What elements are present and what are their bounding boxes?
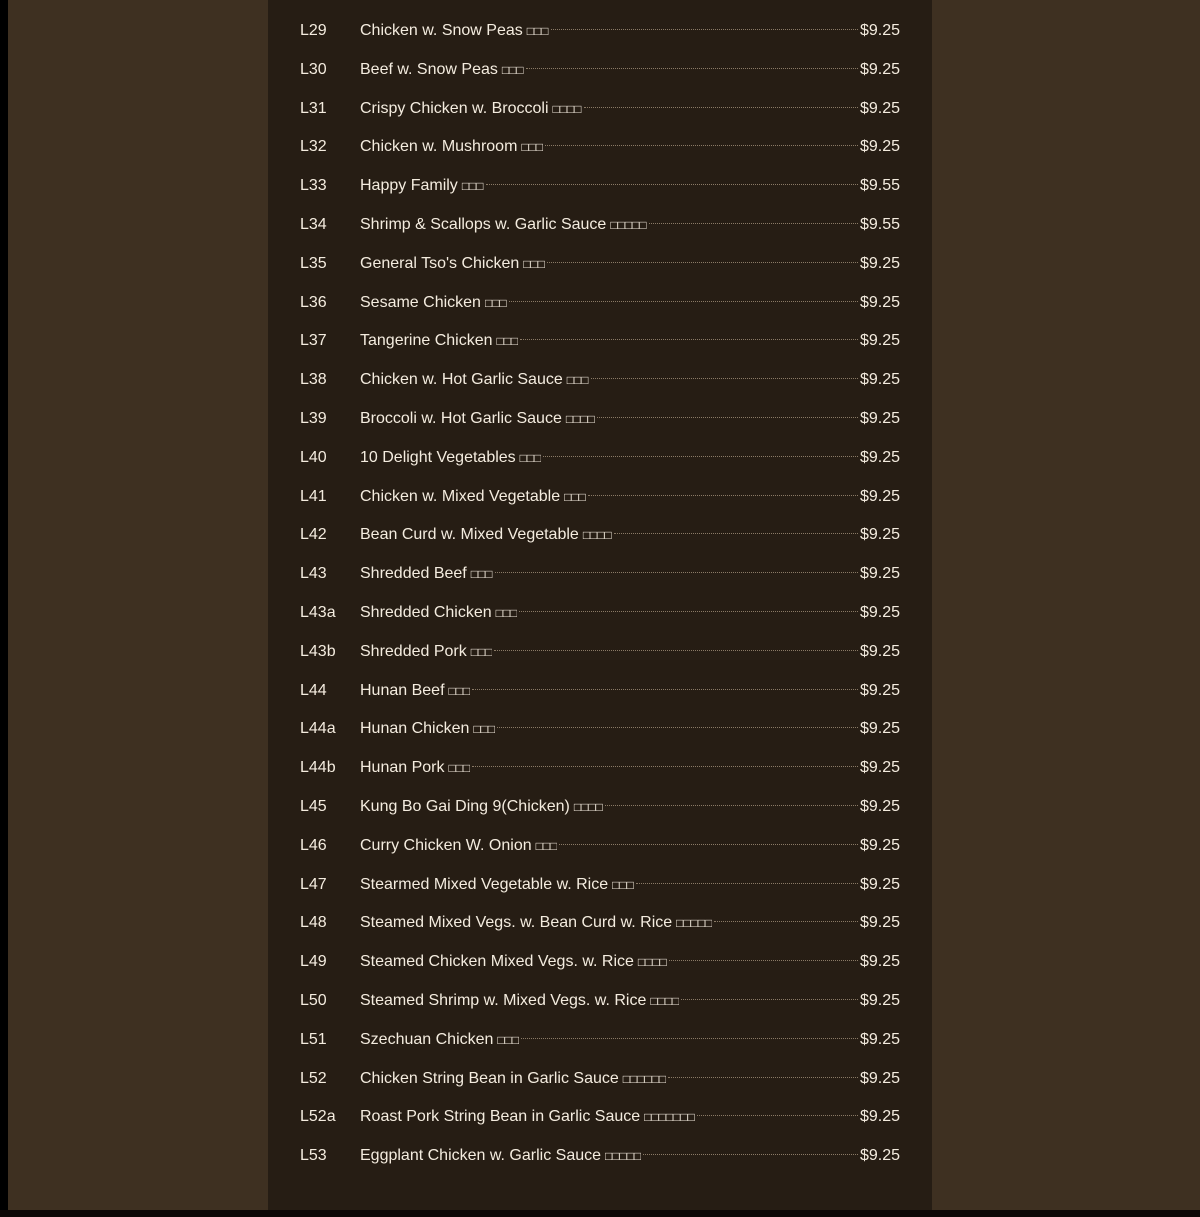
menu-item-chinese-name: □□□□□ xyxy=(605,1149,642,1164)
menu-item-chinese-name: □□□□□ xyxy=(610,217,647,232)
menu-item-price: $9.25 xyxy=(859,254,900,272)
menu-item-code: L53 xyxy=(300,1147,327,1165)
menu-item-name-group xyxy=(360,749,470,788)
menu-item xyxy=(300,943,900,982)
menu-item-chinese-name: □□□ xyxy=(519,450,542,465)
menu-item-price: $9.25 xyxy=(859,759,900,777)
menu-item-name-group xyxy=(360,594,517,633)
menu-item-name: Curry Chicken W. Onion xyxy=(360,836,532,854)
menu-item-name-group xyxy=(360,710,495,749)
menu-item-price: $9.25 xyxy=(859,60,900,78)
menu-item-chinese-name: □□□ xyxy=(612,877,634,892)
dotted-leader xyxy=(472,766,858,767)
menu-item-name-group xyxy=(360,788,603,827)
dotted-leader xyxy=(551,29,858,30)
menu-item-name-group xyxy=(360,943,667,982)
menu-item xyxy=(300,1098,900,1137)
menu-item-code: L32 xyxy=(300,138,327,156)
menu-item-chinese-name: □□□□ xyxy=(650,993,680,1008)
dotted-leader xyxy=(559,844,858,845)
menu-item-code: L52a xyxy=(300,1108,336,1126)
menu-item-code: L44b xyxy=(300,759,336,777)
menu-item-name: Sesame Chicken xyxy=(360,293,481,311)
menu-item xyxy=(300,361,900,400)
dotted-leader xyxy=(526,68,858,69)
menu-item xyxy=(300,866,900,905)
menu-item-name-group xyxy=(360,1021,519,1060)
menu-item xyxy=(300,206,900,245)
menu-item-price: $9.25 xyxy=(859,409,900,427)
menu-item-chinese-name: □□□ xyxy=(526,24,549,38)
menu-item-price: $9.25 xyxy=(859,332,900,350)
menu-item-name: Shredded Chicken xyxy=(360,603,492,621)
dotted-leader xyxy=(509,301,858,302)
menu-item-code: L44a xyxy=(300,720,336,738)
menu-item-name-group xyxy=(360,361,589,400)
menu-item-price: $9.25 xyxy=(859,448,900,466)
menu-item xyxy=(300,982,900,1021)
menu-item-chinese-name: □□□ xyxy=(448,683,471,698)
menu-item-name: Eggplant Chicken w. Garlic Sauce xyxy=(360,1147,602,1165)
menu-item-price: $9.25 xyxy=(859,875,900,893)
menu-item-name-group xyxy=(360,167,484,206)
menu-item-name-group xyxy=(360,1060,666,1099)
menu-item-chinese-name: □□□ xyxy=(501,62,524,77)
menu-item-chinese-name: □□□ xyxy=(523,256,546,271)
dotted-leader xyxy=(497,727,858,728)
menu-item-code: L51 xyxy=(300,1030,327,1048)
menu-item-chinese-name: □□□ xyxy=(461,179,484,194)
menu-item-name: Shrimp & Scallops w. Garlic Sauce xyxy=(360,215,607,233)
dotted-leader xyxy=(547,262,858,263)
menu-item-price: $9.25 xyxy=(859,1108,900,1126)
dotted-leader xyxy=(472,689,858,690)
menu-item-name-group xyxy=(360,128,543,167)
menu-item-name-group xyxy=(360,284,507,323)
menu-item-price: $9.55 xyxy=(859,215,900,233)
menu-item xyxy=(300,594,900,633)
menu-item-name-group xyxy=(360,245,545,284)
menu-item-price: $9.25 xyxy=(859,371,900,389)
menu-item xyxy=(300,827,900,866)
menu-item-name-group xyxy=(360,866,634,905)
menu-item-name: Shredded Beef xyxy=(360,565,467,583)
menu-item-chinese-name: □□□ xyxy=(497,1032,520,1047)
menu-item-name: 10 Delight Vegetables xyxy=(360,448,516,466)
menu-item-name: Chicken w. Snow Peas xyxy=(360,22,523,39)
menu-item-price: $9.25 xyxy=(859,991,900,1009)
menu-item-name: Hunan Beef xyxy=(360,681,445,699)
menu-item xyxy=(300,516,900,555)
menu-item-price: $9.25 xyxy=(859,953,900,971)
menu-item-price: $9.55 xyxy=(859,177,900,195)
menu-item-chinese-name: □□□□□□□ xyxy=(644,1110,695,1125)
dotted-leader xyxy=(545,145,858,146)
menu-item-chinese-name: □□□ xyxy=(470,644,493,659)
menu-item xyxy=(300,478,900,517)
menu-item-name-group xyxy=(360,555,493,594)
dotted-leader xyxy=(714,921,858,922)
menu-item-name: Steamed Shrimp w. Mixed Vegs. w. Rice xyxy=(360,991,647,1009)
menu-item-price: $9.25 xyxy=(859,1030,900,1048)
menu-item-name: Steamed Mixed Vegs. w. Bean Curd w. Rice xyxy=(360,914,673,932)
menu-item-chinese-name: □□□ xyxy=(535,838,558,853)
menu-item-code: L35 xyxy=(300,254,327,272)
menu-list xyxy=(300,12,900,1176)
dotted-leader xyxy=(649,223,858,224)
menu-item-name-group xyxy=(360,478,586,517)
menu-item xyxy=(300,710,900,749)
menu-item-price: $9.25 xyxy=(859,138,900,156)
menu-item-name: Broccoli w. Hot Garlic Sauce xyxy=(360,409,562,427)
menu-item-name: Hunan Pork xyxy=(360,759,445,777)
menu-item-name: General Tso's Chicken xyxy=(360,254,520,272)
menu-item-code: L50 xyxy=(300,991,327,1009)
dotted-leader xyxy=(588,495,858,496)
menu-item-name: Tangerine Chicken xyxy=(360,332,493,350)
menu-item-name-group xyxy=(360,672,470,711)
menu-item xyxy=(300,749,900,788)
menu-item-code: L43a xyxy=(300,603,336,621)
dotted-leader xyxy=(643,1154,858,1155)
menu-item-chinese-name: □□□ xyxy=(521,140,544,155)
menu-item xyxy=(300,1137,900,1176)
menu-item-name: Chicken String Bean in Garlic Sauce xyxy=(360,1069,619,1087)
menu-item-name-group xyxy=(360,516,612,555)
menu-item-code: L43 xyxy=(300,565,327,583)
bottom-edge xyxy=(0,1210,1200,1217)
menu-item xyxy=(300,90,900,129)
menu-item-name-group xyxy=(360,982,679,1021)
menu-item-price: $9.25 xyxy=(859,836,900,854)
menu-item xyxy=(300,322,900,361)
menu-item-chinese-name: □□□□ xyxy=(582,528,612,543)
menu-item-name: Hunan Chicken xyxy=(360,720,470,738)
menu-item-chinese-name: □□□ xyxy=(484,295,507,310)
menu-item-name-group xyxy=(360,206,647,245)
menu-item-price: $9.25 xyxy=(859,720,900,738)
menu-item-code: L48 xyxy=(300,914,327,932)
menu-item-code: L40 xyxy=(300,448,327,466)
menu-item-name: Chicken w. Hot Garlic Sauce xyxy=(360,371,563,389)
menu-item-code: L49 xyxy=(300,953,327,971)
menu-item-price: $9.25 xyxy=(859,526,900,544)
menu-item-price: $9.25 xyxy=(859,1147,900,1165)
menu-item-chinese-name: □□□ xyxy=(566,373,589,388)
dotted-leader xyxy=(605,805,858,806)
menu-item-code: L33 xyxy=(300,177,327,195)
menu-item-name: Chicken w. Mushroom xyxy=(360,138,518,156)
dotted-leader xyxy=(591,378,858,379)
menu-item-name-group xyxy=(360,90,582,129)
menu-item-name-group xyxy=(360,827,557,866)
menu-item-code: L47 xyxy=(300,875,327,893)
menu-item-price: $9.25 xyxy=(859,99,900,117)
dotted-leader xyxy=(614,533,858,534)
menu-item xyxy=(300,51,900,90)
menu-item-chinese-name: □□□□ xyxy=(637,955,667,970)
menu-item-price: $9.25 xyxy=(859,487,900,505)
menu-item-price: $9.25 xyxy=(859,22,900,39)
menu-item-name-group xyxy=(360,51,524,90)
menu-item-chinese-name: □□□□ xyxy=(552,101,582,116)
menu-item-name: Kung Bo Gai Ding 9(Chicken) xyxy=(360,797,570,815)
menu-item-chinese-name: □□□□□□ xyxy=(622,1071,667,1086)
menu-item-name-group xyxy=(360,322,518,361)
menu-item-code: L43b xyxy=(300,642,336,660)
menu-item-name-group xyxy=(360,12,549,51)
dotted-leader xyxy=(543,456,858,457)
menu-item-chinese-name: □□□□ xyxy=(565,411,595,426)
menu-item-name-group xyxy=(360,1137,641,1176)
menu-item-code: L38 xyxy=(300,371,327,389)
menu-item xyxy=(300,400,900,439)
menu-item-code: L52 xyxy=(300,1069,327,1087)
dotted-leader xyxy=(669,960,858,961)
menu-item-price: $9.25 xyxy=(859,914,900,932)
menu-item-chinese-name: □□□ xyxy=(495,605,518,620)
menu-item-name-group xyxy=(360,400,595,439)
menu-item xyxy=(300,555,900,594)
menu-item xyxy=(300,1060,900,1099)
menu-item-price: $9.25 xyxy=(859,565,900,583)
dotted-leader xyxy=(520,339,858,340)
menu-item-chinese-name: □□□ xyxy=(473,722,496,737)
menu-item xyxy=(300,245,900,284)
menu-item-code: L29 xyxy=(300,22,327,39)
menu-item xyxy=(300,1021,900,1060)
dotted-leader xyxy=(597,417,858,418)
menu-item-code: L41 xyxy=(300,487,327,505)
menu-item-name-group xyxy=(360,1098,695,1137)
menu-item-name: Szechuan Chicken xyxy=(360,1030,494,1048)
menu-item-name: Stearmed Mixed Vegetable w. Rice xyxy=(360,875,609,893)
dotted-leader xyxy=(681,999,858,1000)
menu-item-name-group xyxy=(360,439,541,478)
dotted-leader xyxy=(697,1115,858,1116)
menu-item-code: L42 xyxy=(300,526,327,544)
menu-item-name: Steamed Chicken Mixed Vegs. w. Rice xyxy=(360,953,634,971)
menu-item-price: $9.25 xyxy=(859,642,900,660)
menu-item xyxy=(300,672,900,711)
menu-item-code: L31 xyxy=(300,99,327,117)
menu-item xyxy=(300,128,900,167)
menu-item-code: L44 xyxy=(300,681,327,699)
menu-item-chinese-name: □□□ xyxy=(470,567,493,582)
menu-item-price: $9.25 xyxy=(859,293,900,311)
menu-item-chinese-name: □□□ xyxy=(496,334,519,349)
menu-item-code: L39 xyxy=(300,409,327,427)
dotted-leader xyxy=(668,1077,858,1078)
menu-item xyxy=(300,788,900,827)
menu-item-name: Bean Curd w. Mixed Vegetable xyxy=(360,526,579,544)
dotted-leader xyxy=(486,184,858,185)
menu-item-name: Beef w. Snow Peas xyxy=(360,60,498,78)
menu-item-price: $9.25 xyxy=(859,1069,900,1087)
dotted-leader xyxy=(521,1038,858,1039)
menu-item-name: Shredded Pork xyxy=(360,642,467,660)
menu-item-chinese-name: □□□ xyxy=(564,489,586,504)
menu-item-price: $9.25 xyxy=(859,797,900,815)
menu-item-code: L45 xyxy=(300,797,327,815)
menu-item-name: Roast Pork String Bean in Garlic Sauce xyxy=(360,1108,641,1126)
dotted-leader xyxy=(636,883,858,884)
menu-item-name: Chicken w. Mixed Vegetable xyxy=(360,487,561,505)
menu-item xyxy=(300,904,900,943)
menu-panel xyxy=(268,0,932,1210)
menu-item-chinese-name: □□□□□ xyxy=(676,916,713,931)
menu-item-code: L36 xyxy=(300,293,327,311)
menu-item-code: L30 xyxy=(300,60,327,78)
menu-item-name-group xyxy=(360,633,492,672)
menu-item-chinese-name: □□□□ xyxy=(573,799,603,814)
menu-item-name: Crispy Chicken w. Broccoli xyxy=(360,99,549,117)
dotted-leader xyxy=(494,650,857,651)
menu-item-chinese-name: □□□ xyxy=(448,761,471,776)
menu-item xyxy=(300,284,900,323)
dotted-leader xyxy=(584,107,858,108)
dotted-leader xyxy=(495,572,858,573)
menu-item-code: L34 xyxy=(300,215,327,233)
menu-item-name: Happy Family xyxy=(360,177,458,195)
menu-item xyxy=(300,167,900,206)
menu-item-price: $9.25 xyxy=(859,681,900,699)
dotted-leader xyxy=(519,611,858,612)
menu-item xyxy=(300,439,900,478)
menu-item-code: L46 xyxy=(300,836,327,854)
menu-item xyxy=(300,633,900,672)
menu-item-price: $9.25 xyxy=(859,603,900,621)
menu-item-name-group xyxy=(360,904,712,943)
menu-item-code: L37 xyxy=(300,332,327,350)
menu-item xyxy=(300,12,900,51)
